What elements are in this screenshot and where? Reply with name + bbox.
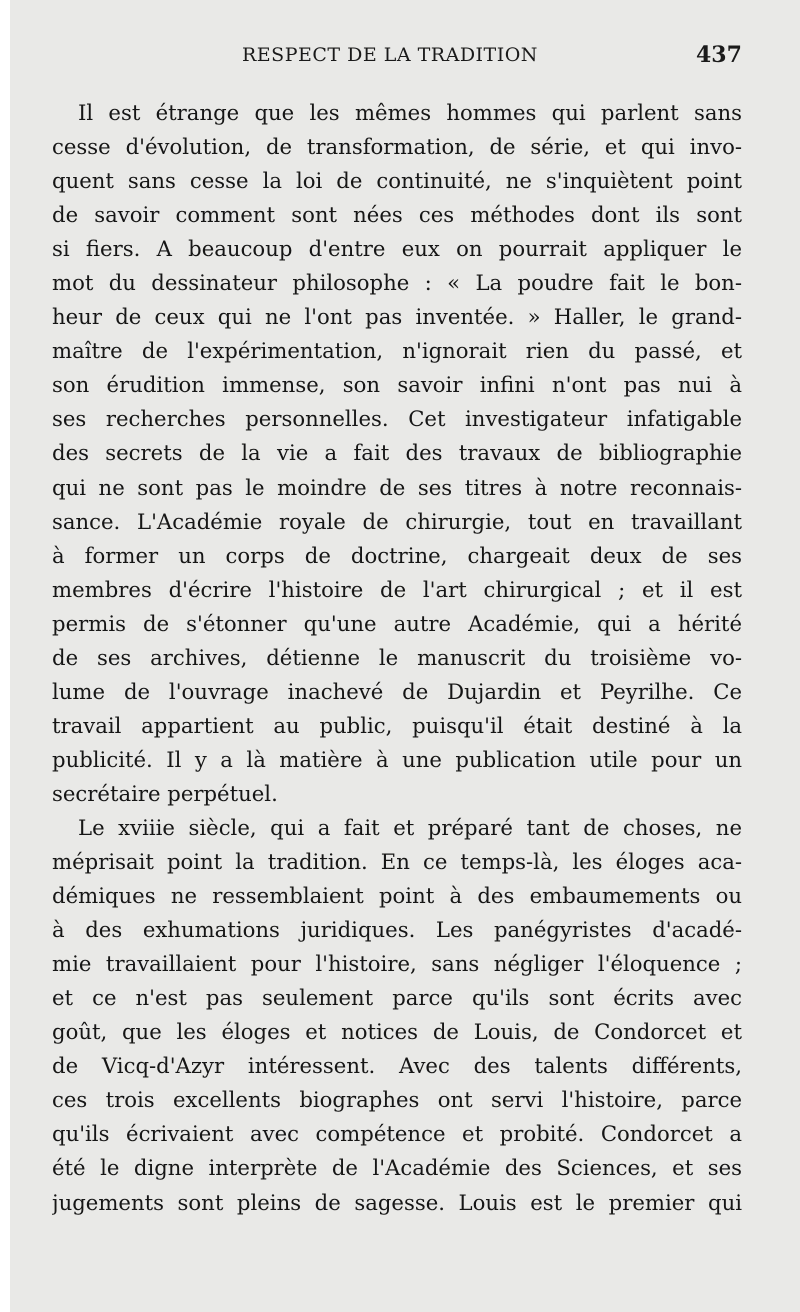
text-line: membres d'écrire l'histoire de l'art chirurgical ; et il est: [52, 576, 742, 602]
text-line: Le xviiie siècle, qui a fait et préparé tant de choses, ne: [78, 814, 742, 840]
body-text: [52, 96, 742, 1220]
running-head: RESPECT DE LA TRADITION: [242, 44, 538, 66]
text-line: secrétaire perpétuel.: [52, 780, 278, 806]
text-line: méprisait point la tradition. En ce temps-là, les éloges aca-: [52, 849, 742, 875]
text-line: maître de l'expérimentation, n'ignorait rien du passé, et: [52, 338, 742, 364]
text-line: lume de l'ouvrage inachevé de Dujardin et Peyrilhe. Ce: [52, 678, 742, 704]
text-line: son érudition immense, son savoir infini n'ont pas nui à: [52, 372, 742, 398]
text-line: publicité. Il y a là matière à une publication utile pour un: [52, 746, 742, 772]
text-line: si fiers. A beaucoup d'entre eux on pourrait appliquer le: [52, 236, 742, 262]
text-line: travail appartient au public, puisqu'il était destiné à la: [52, 712, 742, 738]
text-line: été le digne interprète de l'Académie des Sciences, et ses: [52, 1155, 742, 1181]
text-line: sance. L'Académie royale de chirurgie, tout en travaillant: [52, 508, 742, 534]
text-line: ces trois excellents biographes ont servi l'histoire, parce: [52, 1087, 742, 1113]
text-line: goût, que les éloges et notices de Louis, de Condorcet et: [52, 1019, 742, 1045]
text-line: heur de ceux qui ne l'ont pas inventée. » Haller, le grand-: [52, 304, 742, 330]
text-line: Il est étrange que les mêmes hommes qui parlent sans: [78, 100, 742, 125]
text-line: jugements sont pleins de sagesse. Louis est le premier qui: [52, 1189, 742, 1215]
text-line: qu'ils écrivaient avec compétence et probité. Condorcet a: [52, 1121, 742, 1147]
page-margin: [0, 0, 10, 1312]
text-line: à des exhumations juridiques. Les panégyristes d'acadé-: [52, 917, 742, 943]
text-line: quent sans cesse la loi de continuité, ne s'inquiètent point: [52, 168, 742, 194]
text-line: de ses archives, détienne le manuscrit du troisième vo-: [52, 644, 742, 670]
text-line: mot du dessinateur philosophe : « La poudre fait le bon-: [52, 270, 742, 296]
text-line: de Vicq-d'Azyr intéressent. Avec des talents différents,: [52, 1053, 742, 1079]
page-number: 437: [696, 42, 742, 68]
text-line: et ce n'est pas seulement parce qu'ils sont écrits avec: [52, 985, 742, 1011]
text-line: ses recherches personnelles. Cet investigateur infatigable: [52, 406, 742, 432]
text-line: mie travaillaient pour l'histoire, sans négliger l'éloquence ;: [52, 951, 742, 977]
text-line: qui ne sont pas le moindre de ses titres à notre reconnais-: [52, 474, 742, 500]
text-line: démiques ne ressemblaient point à des embaumements ou: [52, 883, 742, 909]
text-line: permis de s'étonner qu'une autre Académie, qui a hérité: [52, 610, 742, 636]
text-line: des secrets de la vie a fait des travaux de bibliographie: [52, 440, 742, 466]
text-line: de savoir comment sont nées ces méthodes dont ils sont: [52, 202, 742, 228]
text-line: à former un corps de doctrine, chargeait deux de ses: [52, 542, 742, 568]
text-line: cesse d'évolution, de transformation, de série, et qui invo-: [52, 134, 742, 160]
